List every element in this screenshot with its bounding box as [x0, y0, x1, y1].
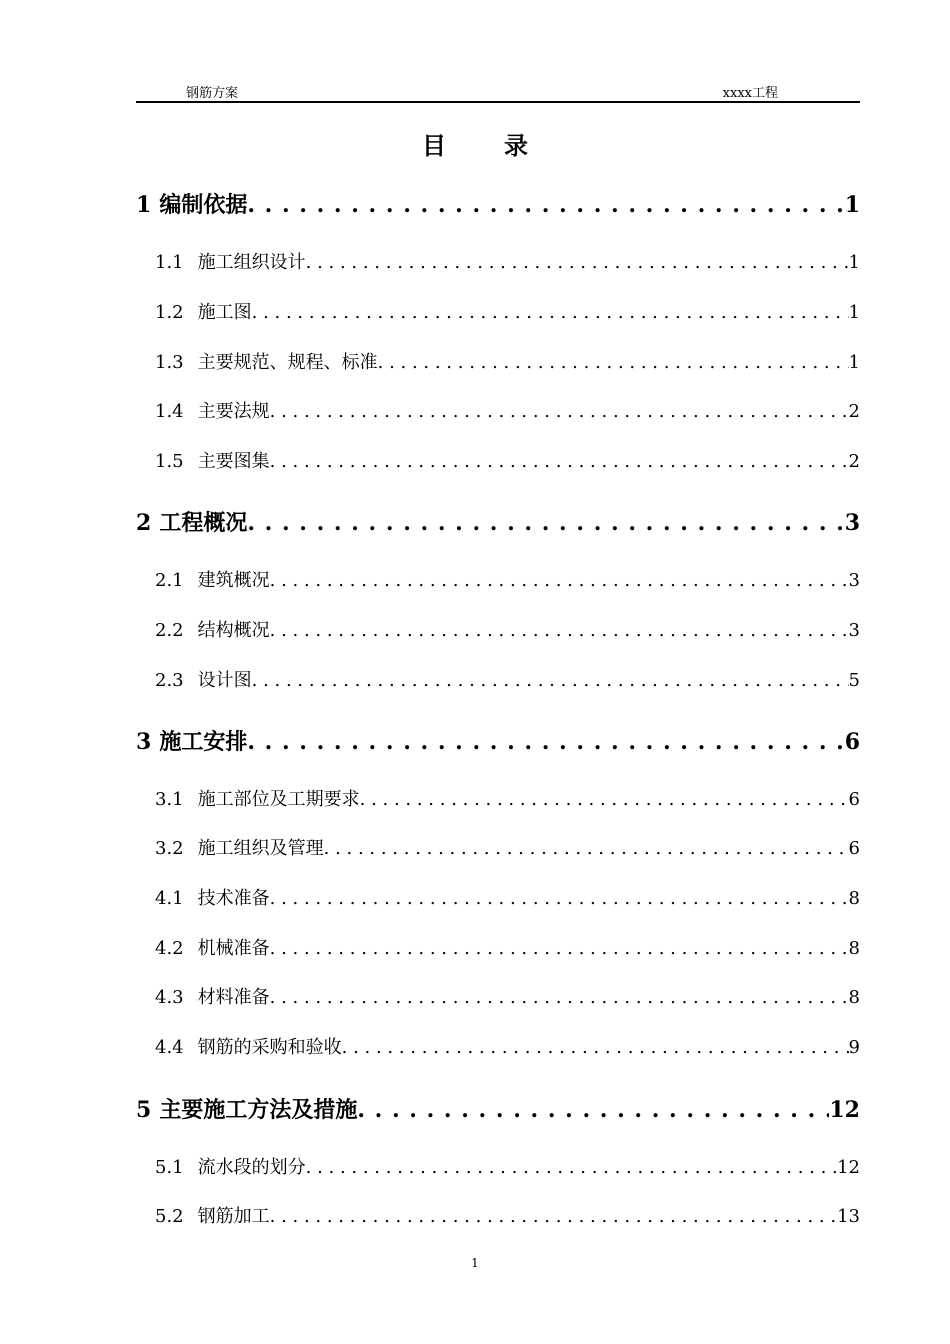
toc-entry[interactable]	[155, 785, 860, 811]
toc-entry[interactable]	[155, 397, 860, 423]
toc-dot-leader	[252, 302, 849, 323]
toc-entry[interactable]	[136, 725, 860, 755]
toc-entry-number: 3.1	[155, 789, 184, 810]
toc-entry[interactable]	[155, 1033, 860, 1059]
toc-entry[interactable]	[155, 884, 860, 910]
toc-dot-leader	[306, 1157, 837, 1178]
toc-entry-page: 12	[837, 1157, 860, 1178]
toc-entry-title: 机械准备	[197, 938, 270, 959]
toc-dot-leader	[360, 789, 849, 810]
toc-dot-leader	[378, 352, 849, 373]
toc-entry[interactable]	[155, 1202, 860, 1228]
toc-entry-title: 施工部位及工期要求	[197, 789, 360, 810]
toc-entry-page: 3	[848, 620, 860, 641]
toc-dot-leader	[247, 510, 844, 536]
toc-entry[interactable]	[155, 1153, 860, 1179]
toc-entry-title: 施工图	[197, 302, 252, 323]
toc-entry-page: 2	[848, 401, 860, 422]
toc-dot-leader	[270, 938, 849, 959]
toc-entry-title: 工程概况	[159, 510, 248, 536]
toc-entry-page: 3	[848, 570, 860, 591]
toc-dot-leader	[247, 192, 844, 218]
toc-entry-title: 施工组织及管理	[197, 838, 324, 859]
toc-entry-number: 1.5	[155, 451, 184, 472]
toc-entry-page: 6	[844, 729, 860, 755]
toc-entry-page: 3	[844, 510, 860, 536]
toc-entry-page: 12	[829, 1097, 860, 1123]
toc-entry-number: 1.3	[155, 352, 184, 373]
toc-entry-number: 4.2	[155, 938, 184, 959]
toc-entry-title: 材料准备	[197, 987, 270, 1008]
toc-entry[interactable]	[155, 566, 860, 592]
toc-entry-number: 1	[136, 192, 152, 218]
toc-entry[interactable]	[155, 348, 860, 374]
toc-entry-page: 9	[848, 1037, 860, 1058]
header-document-title: 钢筋方案	[186, 86, 239, 101]
toc-entry-title: 主要图集	[197, 451, 270, 472]
toc-entry-page: 13	[837, 1206, 860, 1227]
toc-entry-page: 5	[848, 670, 860, 691]
toc-entry[interactable]	[155, 666, 860, 692]
toc-entry-number: 2.1	[155, 570, 184, 591]
toc-entry-number: 3	[136, 729, 152, 755]
toc-entry-number: 5.1	[155, 1157, 184, 1178]
toc-entry-page: 2	[848, 451, 860, 472]
toc-entry-title: 钢筋加工	[197, 1206, 270, 1227]
toc-entry[interactable]	[136, 1093, 860, 1123]
toc-dot-leader	[270, 451, 849, 472]
toc-dot-leader	[247, 729, 844, 755]
toc-title: 目录	[422, 131, 586, 160]
toc-dot-leader	[270, 987, 849, 1008]
toc-dot-leader	[270, 888, 849, 909]
toc-entry[interactable]	[155, 298, 860, 324]
toc-entry-page: 1	[844, 192, 860, 218]
toc-entry-number: 1.4	[155, 401, 184, 422]
toc-entry-page: 8	[848, 987, 860, 1008]
toc-entry-number: 1.2	[155, 302, 184, 323]
toc-entry-number: 2.3	[155, 670, 184, 691]
toc-entry-number: 5	[136, 1097, 152, 1123]
toc-entry-number: 4.3	[155, 987, 184, 1008]
toc-entry-title: 技术准备	[197, 888, 270, 909]
header-project-name: xxxx工程	[722, 86, 778, 101]
toc-entry-title: 设计图	[197, 670, 252, 691]
toc-entry-page: 6	[848, 789, 860, 810]
toc-entry-title: 主要法规	[197, 401, 270, 422]
toc-dot-leader	[357, 1097, 829, 1123]
toc-entry-page: 1	[848, 302, 860, 323]
toc-dot-leader	[270, 1206, 837, 1227]
toc-dot-leader	[306, 252, 849, 273]
toc-entry-page: 8	[848, 888, 860, 909]
toc-entry[interactable]	[155, 834, 860, 860]
toc-entry-page: 6	[848, 838, 860, 859]
toc-dot-leader	[270, 570, 849, 591]
toc-entry[interactable]	[155, 248, 860, 274]
toc-entry-title: 主要规范、规程、标准	[197, 352, 378, 373]
toc-entry-number: 2.2	[155, 620, 184, 641]
toc-entry[interactable]	[136, 188, 860, 218]
toc-entry-page: 8	[848, 938, 860, 959]
toc-entry-number: 5.2	[155, 1206, 184, 1227]
toc-entry-title: 结构概况	[197, 620, 270, 641]
toc-entry-number: 2	[136, 510, 152, 536]
toc-entry-number: 4.1	[155, 888, 184, 909]
toc-dot-leader	[324, 838, 849, 859]
toc-entry-number: 3.2	[155, 838, 184, 859]
toc-entry-page: 1	[848, 252, 860, 273]
toc-dot-leader	[252, 670, 849, 691]
toc-entry[interactable]	[136, 506, 860, 536]
header-divider	[136, 101, 860, 103]
toc-entry-title: 施工安排	[159, 729, 248, 755]
toc-entry-number: 4.4	[155, 1037, 184, 1058]
toc-entry-title: 钢筋的采购和验收	[197, 1037, 342, 1058]
toc-dot-leader	[342, 1037, 849, 1058]
toc-entry[interactable]	[155, 447, 860, 473]
page-header	[136, 82, 860, 102]
toc-entry-number: 1.1	[155, 252, 184, 273]
toc-entry-page: 1	[848, 352, 860, 373]
toc-entry-title: 流水段的划分	[197, 1157, 306, 1178]
toc-entry[interactable]	[155, 983, 860, 1009]
toc-entry-title: 编制依据	[159, 192, 248, 218]
toc-entry[interactable]	[155, 616, 860, 642]
toc-entry-title: 主要施工方法及措施	[159, 1097, 358, 1123]
toc-entry[interactable]	[155, 934, 860, 960]
footer-page-number: 1	[471, 1256, 479, 1270]
toc-dot-leader	[270, 401, 849, 422]
toc-entry-title: 施工组织设计	[197, 252, 306, 273]
toc-dot-leader	[270, 620, 849, 641]
toc-entry-title: 建筑概况	[197, 570, 270, 591]
